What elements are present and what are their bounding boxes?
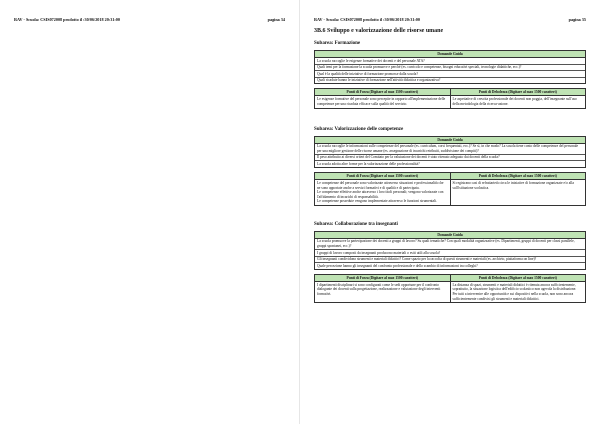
weaknesses-header: Punti di Debolezza (Digitare al max 1500 caratteri) xyxy=(451,89,586,96)
section-title: 3B.6 Sviluppo e valorizzazione delle risorse umane xyxy=(314,28,444,34)
competenze-question: Il peso attribuito ai diversi criteri del Comitato per la valutazione dei docenti è stato ritenuto adeguato dai docenti della scuola? xyxy=(315,155,585,162)
strengths-header: Punti di Forza (Digitare al max 1500 caratteri) xyxy=(315,173,450,180)
weaknesses-header: Punti di Debolezza (Digitare al max 1500 caratteri) xyxy=(451,275,586,282)
collaborazione-guide-header: Domande Guida xyxy=(315,232,585,239)
subarea-formazione-title: Subarea: Formazione xyxy=(314,41,361,46)
subarea-collaborazione-title: Subarea: Collaborazione tra insegnanti xyxy=(314,221,398,227)
right-page-header xyxy=(314,17,586,25)
strengths-header: Punti di Forza (Digitare al max 1500 caratteri) xyxy=(315,275,450,282)
right-page xyxy=(300,0,600,424)
weaknesses-text: La distanza di spazi, strumenti e materiali didattici è ritenuta ancora sufficientemente, soprattutto, la situazione logistica dell'edificio scolastico non agevola la distribuzione. Per tutti a intervenire alle opportunità e sui dispositivi nella scuola, non sono ancora sufficientemente condivisi gli strumenti e materiali didattici. xyxy=(452,282,577,301)
collaborazione-question: Quale percezione hanno gli insegnanti del confronto professionale e dello scambio di informazioni tra colleghi? xyxy=(317,263,478,268)
weaknesses-header: Punti di Debolezza (Digitare al max 1500 caratteri) xyxy=(451,173,586,180)
left-page-header xyxy=(14,17,285,25)
left-header-page-number: pagina 34 xyxy=(267,17,285,22)
strengths-text: I dipartimenti disciplinari si sono configurati come le sedi opportune per il confronto dialogante dei docenti sulla progettazione, realizzazione e valutazione degli interventi formativi. xyxy=(317,282,441,297)
formazione-question: Quali temi per la formazione la scuola promuove e perché (es. curricolo e competenze, bisogni educativi speciali, tecnologie didattiche, ecc.)? xyxy=(315,65,585,72)
right-header-doc: RAV - Scuola: CSIS072008 prodotto il :30/06/2018 20:31:00 xyxy=(314,17,420,22)
competenze-guide-header: Domande Guida xyxy=(315,137,585,144)
collaborazione-guide-table xyxy=(314,231,586,270)
left-header-doc: RAV - Scuola: CSIS072008 prodotto il :30/06/2018 20:31:00 xyxy=(14,17,120,22)
competenze-question: La scuola adotta altre forme per la valorizzazione delle professionalità? xyxy=(317,161,420,166)
weaknesses-text: Si registrano casi di refrattarietà circa le iniziative di formazione organizzate e/o alla sull'istituzione scolastica. xyxy=(452,180,574,190)
formazione-question: La scuola raccoglie le esigenze formative dei docenti e del personale ATA? xyxy=(315,58,585,65)
formazione-weaknesses xyxy=(450,89,586,107)
collaborazione-question: La scuola promuove la partecipazione dei docenti a gruppi di lavoro? Su quali tematiche? Con quali modalità organizzative (es. Dipartimenti, gruppi di docenti per classi parallele, gruppi spontanei, ecc.)? xyxy=(315,239,585,250)
formazione-question: Qual è la qualità delle iniziative di formazione promosse dalla scuola? xyxy=(315,71,585,78)
formazione-guide-table xyxy=(314,50,586,84)
strengths-text: Le esigenze formative del personale sono percepite in rapporto all'implementazione delle competenze per una ricaduta efficace sulla qualità del servizio. xyxy=(317,97,446,106)
strengths-text: Le competenze del personale sono valorizzate attraverso situazioni e professionalità che ne sono apportate anche a servizi formativi e di qualità e di partecipata. Le competenze effettive anche attraverso i loro titoli personali; vengono valorizzate con l'affidamento di incarichi di responsabilità. Le competenze possedute vengono implementate attraverso le funzioni strumentali. xyxy=(317,180,444,204)
competenze-strengths xyxy=(315,173,450,205)
competenze-strengths-weaknesses xyxy=(314,172,586,206)
strengths-header: Punti di Forza (Digitare al max 1500 caratteri) xyxy=(315,89,450,96)
collaborazione-strengths-weaknesses xyxy=(314,274,586,303)
formazione-strengths-weaknesses xyxy=(314,88,586,108)
right-page-content xyxy=(314,28,586,307)
weaknesses-text: Le aspettative di crescita professionale dei docenti non poggia, dell'insegnante sull'uso della metodologia della ricerca-azione. xyxy=(452,97,577,106)
subarea-competenze-title: Subarea: Valorizzazione delle competenze xyxy=(314,126,404,132)
collaborazione-weaknesses xyxy=(450,275,586,302)
collaborazione-question: I gruppi di lavoro composti da insegnanti producono materiali o esiti utili alla scuola? xyxy=(315,250,585,257)
competenze-question: La scuola raccoglie le informazioni sulle competenze del personale (es. curriculum, corsi frequentati, ecc.)? Se sì, in che modo? La scuola tiene conto delle competenze del personale per una migliore gestione delle risorse umane (es. assegnazione di incarichi retribuiti, suddivisione dei compiti)? xyxy=(315,144,585,155)
collaborazione-question: Gli insegnanti condividono strumenti e materiali didattici? Come spazio per la raccolta di questi strumenti e materiali (es. archivio, piattaforma on line)? xyxy=(315,257,585,264)
right-header-page-number: pagina 35 xyxy=(568,17,586,22)
competenze-weaknesses xyxy=(450,173,586,205)
formazione-guide-header: Domande Guida xyxy=(315,51,585,58)
collaborazione-strengths xyxy=(315,275,450,302)
competenze-guide-table xyxy=(314,136,586,168)
formazione-question: Quali ricadute hanno le iniziative di formazione nell'attività didattica e organizzativa? xyxy=(317,78,441,83)
formazione-strengths xyxy=(315,89,450,107)
